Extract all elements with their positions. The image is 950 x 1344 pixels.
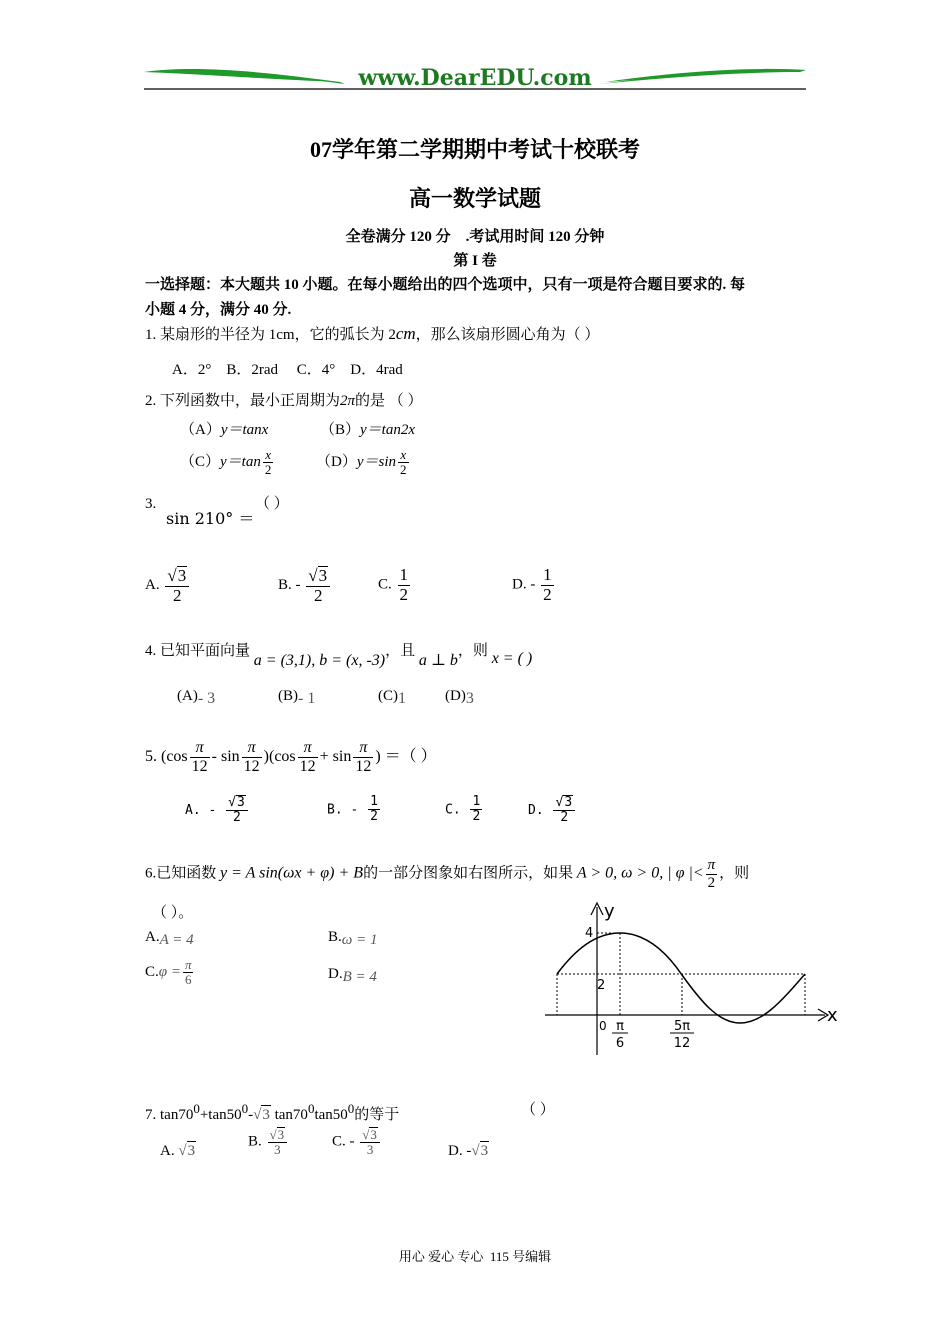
- question-2-stem: 2. 下列函数中，最小正周期为2π的是 （ ）: [145, 393, 423, 409]
- question-7-paren: （ ）: [521, 1102, 555, 1118]
- question-6-stem: 6.已知函数 y = A sin(ωx + φ) + B的一部分图象如右图所示，如果 A > 0, ω > 0, | φ |< $\frac{\pi}{2}$ ，则: [145, 857, 750, 891]
- site-logo-text: www.DearEDU.com: [358, 65, 592, 91]
- exam-subtitle: 高一数学试题: [408, 186, 541, 211]
- exam-title: 07学年第二学期期中考试十校联考: [309, 137, 640, 162]
- question-7-option-b: B. $\frac{√3}{3}$: [248, 1127, 289, 1158]
- question-3-option-b: B. - $\frac{√3}{2}$: [278, 566, 332, 605]
- page-footer: 用心 爱心 专心 115 号编辑: [398, 1249, 552, 1264]
- x-tick-pi-6-num: π: [616, 1019, 624, 1034]
- question-2-option-c: （C）y＝tan $\frac{x}{2}$: [180, 447, 272, 478]
- question-3-expression: sin 210° ＝: [166, 509, 255, 528]
- question-4-option-d: (D)3: [445, 688, 474, 707]
- question-6-option-c: C.φ = $\frac{\pi}{6}$: [145, 957, 192, 988]
- question-4-option-c: (C)1: [378, 688, 406, 707]
- question-3-option-d: D. - $\frac{1}{2}$: [512, 565, 552, 604]
- question-1-options: A．2° B．2rad C．4° D．4rad: [172, 362, 403, 378]
- question-4-stem: 4. 已知平面向量 a = (3,1), b = (x, -3)，且 a ⊥ b，则 x = ( ): [145, 643, 533, 669]
- question-2-option-a: （A）y＝tanx: [180, 422, 269, 438]
- question-2-option-b: （B）y＝tan2x: [320, 422, 415, 438]
- question-1-stem: 1. 某扇形的半径为 1cm，它的弧长为 2cm，那么该扇形圆心角为（ ）: [145, 324, 600, 343]
- question-3-option-a: A. $\frac{√3}{2}$: [145, 566, 191, 605]
- question-7-option-d: D. -√3: [448, 1143, 489, 1159]
- x-tick-pi-6-den: 6: [615, 1036, 625, 1051]
- y-tick-4: 4: [585, 926, 594, 941]
- question-3-option-c: C. $\frac{1}{2}$: [378, 565, 409, 604]
- x-tick-5pi-12-num: 5π: [673, 1019, 691, 1034]
- question-5-option-a: A. - $\frac{√3}{2}$: [185, 795, 250, 826]
- question-5-option-d: D. $\frac{√3}{2}$: [528, 795, 577, 826]
- instructions-line-2: 小题 4 分，满分 40 分.: [145, 302, 292, 318]
- question-6-option-a: A.A = 4: [145, 929, 194, 948]
- question-2-option-d: （D）y＝sin $\frac{x}{2}$: [316, 447, 407, 478]
- sine-graph: [540, 895, 845, 1060]
- sine-curve: [557, 933, 805, 1023]
- question-7-option-a: A. √3: [160, 1143, 196, 1159]
- instructions-line-1: 一选择题：本大题共 10 小题。在每小题给出的四个选项中，只有一项是符合题目要求的. 每: [145, 277, 746, 293]
- question-5-stem: 5. (cos $\frac{\pi}{12}$ - sin $\frac{\pi}{12}$ )(cos $\frac{\pi}{12}$ + sin $\frac{\pi}{12}$ ) ＝（ ）: [145, 739, 437, 775]
- volume-label: 第 I 卷: [453, 253, 497, 269]
- question-7-stem: 7. $\tan 70^0+\tan 50^0-√3$ $\tan 70^0\tan 50^0$的等于: [145, 1101, 400, 1123]
- question-3-number: 3.: [145, 496, 157, 512]
- origin-label: 0: [599, 1019, 607, 1033]
- exam-info: 全卷满分 120 分 .考试用时间 120 分钟: [345, 229, 605, 245]
- question-5-option-c: C. $\frac{1}{2}$: [445, 794, 481, 825]
- question-4-option-a: (A)- 3: [177, 688, 216, 707]
- y-tick-2: 2: [597, 978, 606, 993]
- question-7-option-c: C. - $\frac{√3}{3}$: [332, 1127, 382, 1158]
- question-6-option-d: D.B = 4: [328, 966, 377, 985]
- question-4-option-b: (B)- 1: [278, 688, 316, 707]
- x-axis-label: x: [827, 1005, 838, 1026]
- question-6-option-b: B.ω = 1: [328, 929, 378, 948]
- question-3-paren: （ ）: [255, 496, 289, 512]
- question-5-option-b: B. - $\frac{1}{2}$: [327, 794, 378, 825]
- x-tick-5pi-12-den: 12: [673, 1036, 691, 1051]
- y-axis-label: y: [604, 901, 615, 922]
- question-6-paren: （ ）。: [152, 905, 194, 921]
